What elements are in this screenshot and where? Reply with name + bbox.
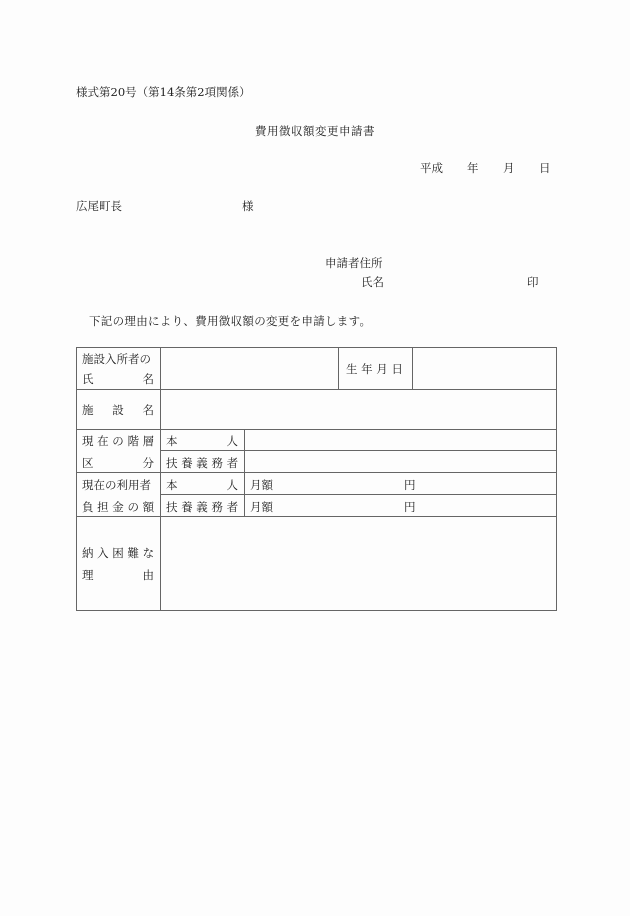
burden-self-monthly-label: 月額 <box>250 478 273 492</box>
burden-self-amount-field[interactable] <box>276 474 400 492</box>
addressee: 広尾町長 <box>76 199 122 213</box>
intro-text: 下記の理由により、費用徴収額の変更を申請します。 <box>89 314 372 328</box>
row-divider <box>76 516 556 517</box>
burden-supporter-label: 扶 養 義 務 者 <box>166 500 239 514</box>
tier-label-line1: 現 在 の 階 層 <box>82 434 155 448</box>
applicant-name-label: 氏名 <box>361 275 384 289</box>
row-divider <box>76 389 556 390</box>
date-month: 月 <box>503 161 515 175</box>
burden-supporter-monthly-label: 月額 <box>250 500 273 514</box>
birthdate-field[interactable] <box>414 349 554 387</box>
burden-supporter-yen-label: 円 <box>404 500 416 514</box>
date-era: 平成 <box>420 161 443 175</box>
reason-label-line1: 納 入 困 難 な <box>82 546 155 560</box>
row-divider <box>160 494 556 495</box>
burden-supporter-amount-field[interactable] <box>276 496 400 514</box>
burden-label-line1: 現在の利用者 <box>82 478 151 492</box>
burden-label-line2: 負 担 金 の 額 <box>82 500 155 514</box>
table-border-left <box>76 347 77 610</box>
resident-name-field[interactable] <box>162 349 336 387</box>
tier-self-label: 本 人 <box>166 434 238 448</box>
row-divider <box>76 472 556 473</box>
date-day: 日 <box>539 161 551 175</box>
col-divider <box>244 429 245 516</box>
table-border-right <box>556 347 557 610</box>
facility-name-field[interactable] <box>162 391 554 427</box>
tier-label-line2: 区 分 <box>82 456 154 470</box>
facility-name-label: 施 設 名 <box>82 403 154 417</box>
seal-label: 印 <box>527 275 539 289</box>
resident-name-label-line1: 施設入所者の <box>82 352 151 366</box>
applicant-address-label: 申請者住所 <box>325 256 383 270</box>
application-table <box>76 347 556 610</box>
row-divider <box>160 450 556 451</box>
document-title: 費用徴収額変更申請書 <box>255 124 375 138</box>
tier-self-field[interactable] <box>246 431 554 449</box>
honorific: 様 <box>242 199 254 213</box>
burden-self-label: 本 人 <box>166 478 238 492</box>
reason-field[interactable] <box>162 518 554 608</box>
birthdate-label: 生 年 月 日 <box>346 362 403 376</box>
reason-label-line2: 理 由 <box>82 568 154 582</box>
form-number: 様式第20号（第14条第2項関係） <box>76 85 251 99</box>
col-divider <box>160 347 161 610</box>
date-year: 年 <box>467 161 479 175</box>
tier-supporter-label: 扶 養 義 務 者 <box>166 456 239 470</box>
burden-self-yen-label: 円 <box>404 478 416 492</box>
col-divider <box>412 347 413 389</box>
resident-name-label-line2: 氏 名 <box>82 372 154 386</box>
col-divider <box>338 347 339 389</box>
table-border-top <box>76 347 556 348</box>
tier-supporter-field[interactable] <box>246 452 554 470</box>
table-border-bottom <box>76 610 557 611</box>
row-divider <box>76 429 556 430</box>
